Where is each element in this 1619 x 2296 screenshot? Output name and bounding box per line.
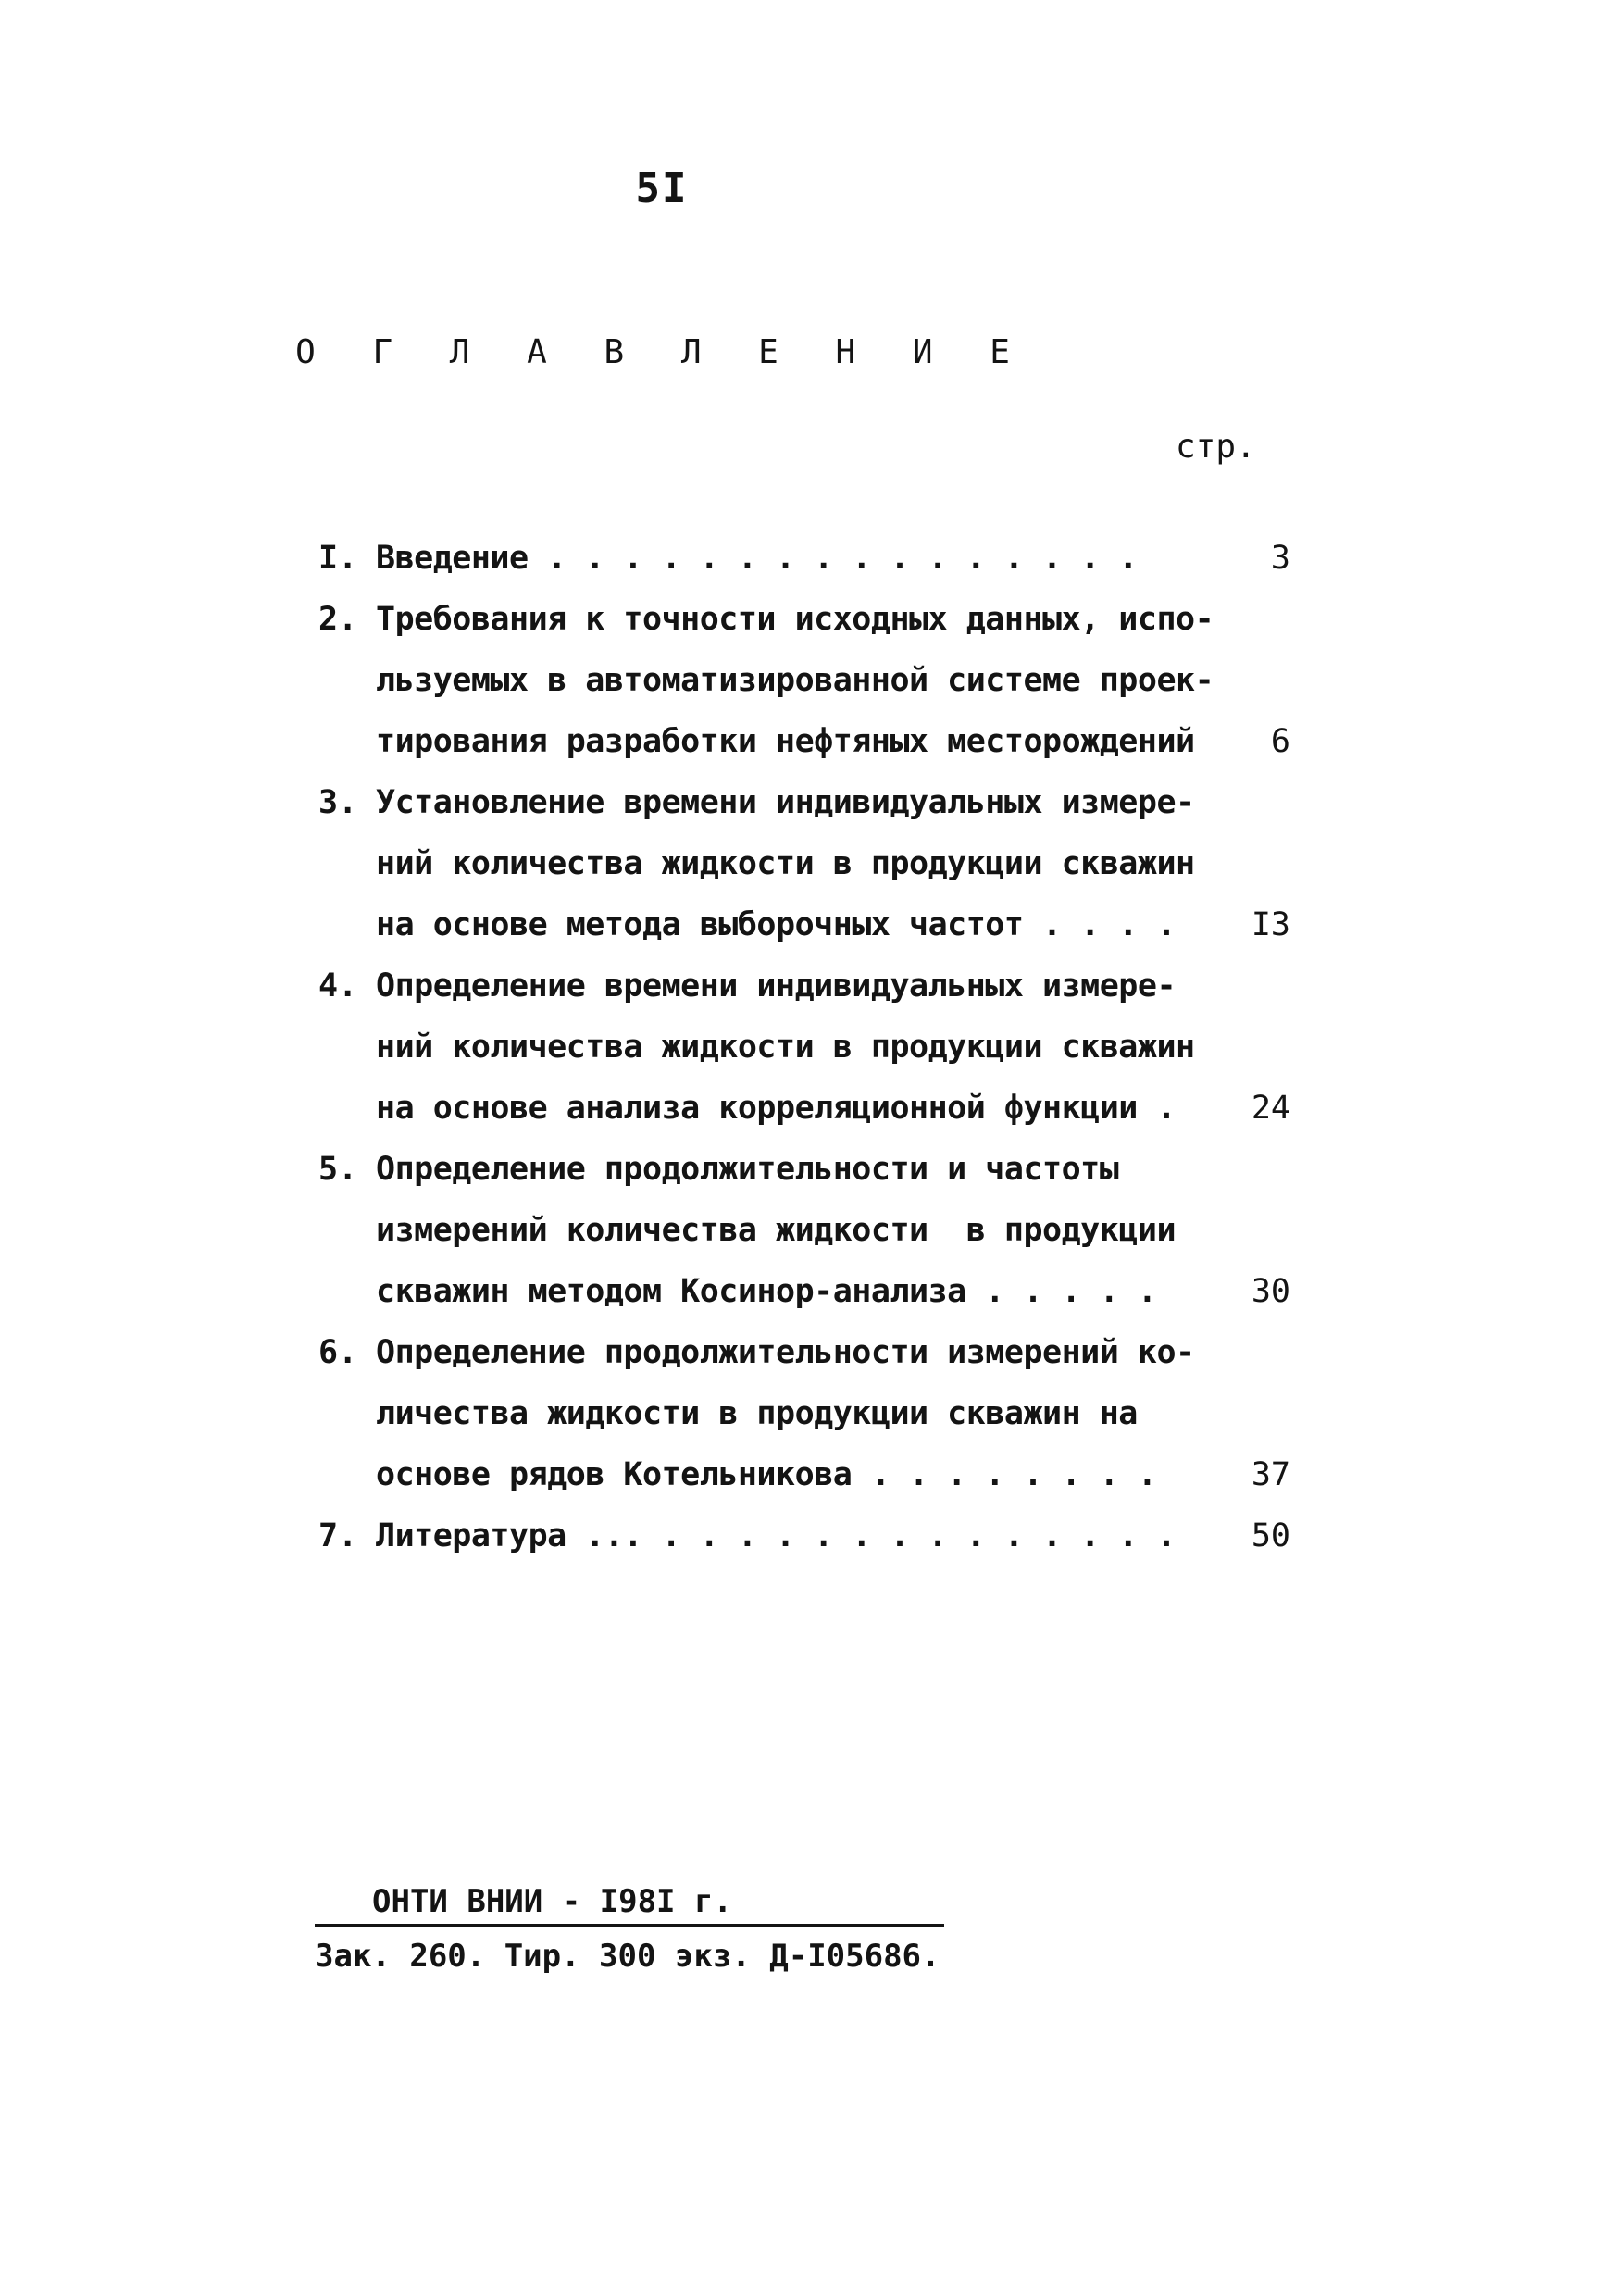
imprint-order-info: Зак. 260. Тир. 300 экз. Д-I05686. xyxy=(315,1938,940,1975)
toc-entry-line: Введение . . . . . . . . . . . . . . . . xyxy=(376,540,1138,577)
toc-entry-5 xyxy=(318,1139,1290,1322)
toc-entry-page: I3 xyxy=(1251,906,1290,943)
toc-entry-page: 50 xyxy=(1251,1517,1290,1554)
toc-entry-1 xyxy=(318,528,1290,589)
toc-entry-title xyxy=(376,1139,1209,1322)
toc-entry-title xyxy=(376,589,1214,772)
toc-entry-4 xyxy=(318,955,1290,1139)
toc-entry-line: на основе анализа корреляционной функции . xyxy=(376,1090,1177,1127)
toc-entry-title xyxy=(376,772,1209,955)
page-number: 5I xyxy=(635,165,689,212)
toc-entry-line: Определение продолжительности и частоты xyxy=(376,1151,1119,1188)
toc-entry-3 xyxy=(318,772,1290,955)
table-of-contents xyxy=(318,528,1290,1566)
page-title: О Г Л А В Л Е Н И Е xyxy=(295,333,1028,371)
toc-entry-line: Установление времени индивидуальных измере- xyxy=(376,784,1195,821)
imprint-publisher: ОНТИ ВНИИ - I98I г. xyxy=(315,1879,944,1927)
toc-entry-line: на основе метода выборочных частот . . . . xyxy=(376,906,1177,943)
toc-entry-title xyxy=(376,1505,1209,1566)
toc-entry-line: скважин методом Косинор-анализа . . . . . xyxy=(376,1273,1157,1310)
toc-entry-2 xyxy=(318,589,1290,772)
toc-entry-line: измерений количества жидкости в продукции xyxy=(376,1212,1177,1249)
toc-entry-line: ний количества жидкости в продукции скважин xyxy=(376,1029,1195,1066)
toc-entry-page: 30 xyxy=(1251,1273,1290,1310)
toc-entry-page: 37 xyxy=(1251,1456,1290,1493)
toc-entry-number: 6. xyxy=(318,1334,358,1371)
toc-entry-number: 3. xyxy=(318,784,358,821)
toc-entry-number: 5. xyxy=(318,1151,358,1188)
toc-entry-number: 7. xyxy=(318,1517,358,1554)
toc-entry-line: личества жидкости в продукции скважин на xyxy=(376,1395,1138,1432)
toc-entry-line: Определение продолжительности измерений ко- xyxy=(376,1334,1195,1371)
toc-entry-line: основе рядов Котельникова . . . . . . . . xyxy=(376,1456,1157,1493)
toc-entry-6 xyxy=(318,1322,1290,1505)
toc-entry-line: Определение времени индивидуальных измере- xyxy=(376,967,1177,1004)
toc-entry-line: тирования разработки нефтяных месторождений xyxy=(376,723,1195,760)
toc-entry-title xyxy=(376,1322,1209,1505)
imprint xyxy=(315,1879,944,1978)
toc-entry-page: 24 xyxy=(1251,1090,1290,1127)
toc-entry-line: Литература ... . . . . . . . . . . . . . . xyxy=(376,1517,1177,1554)
toc-entry-number: I. xyxy=(318,540,358,577)
toc-entry-7 xyxy=(318,1505,1290,1566)
toc-entry-line: ний количества жидкости в продукции скважин xyxy=(376,845,1195,882)
toc-entry-line: льзуемых в автоматизированной системе проек- xyxy=(376,662,1214,699)
toc-entry-line: Требования к точности исходных данных, испо- xyxy=(376,601,1214,638)
toc-entry-number: 2. xyxy=(318,601,358,638)
toc-entry-title xyxy=(376,955,1209,1139)
toc-entry-page: 6 xyxy=(1270,723,1290,760)
page-column-label: стр. xyxy=(1176,428,1256,466)
toc-entry-title xyxy=(376,528,1209,589)
toc-entry-number: 4. xyxy=(318,967,358,1004)
toc-entry-page: 3 xyxy=(1270,540,1290,577)
